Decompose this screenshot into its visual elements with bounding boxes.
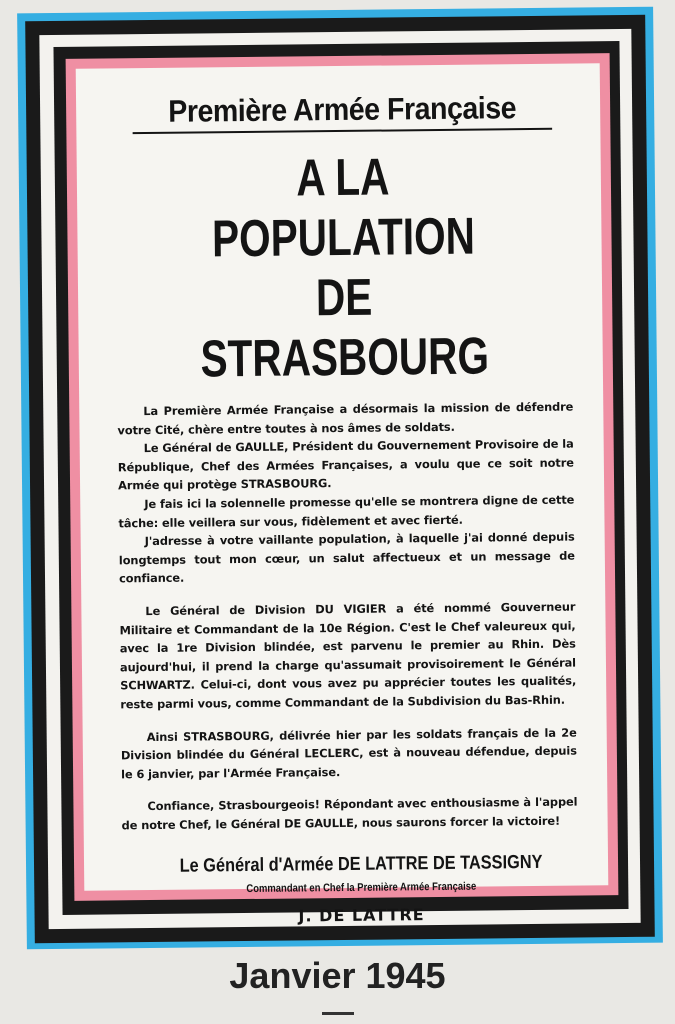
caption-date: Janvier 1945 (229, 955, 446, 996)
paragraph-3: Je fais ici la solennelle promesse qu'elle se montrera digne de cette tâche: elle veillera sur vous, fidèlement et avec fierté. (118, 492, 575, 530)
signature-short: J. DE LATTRE (298, 905, 425, 926)
headline-line-1: A LA POPULATION (211, 148, 476, 269)
paragraph-5: Le Général de Division DU VIGIER a été nommé Gouverneur Militaire et Commandant de la 10e Région. C'est le Chef valeureux qui, avec la 1re Division blindée, est parvenu le premier au Rhin. Dès aujourd'hui, il prend la charge qu'assumait provisoirement le Général SCHWARTZ. Celui-ci, dont vous avez pu apprécier toutes les qualités, reste parmi vous, comme Commandant de la Subdivision du Bas-Rhin. (119, 599, 577, 712)
poster (76, 63, 609, 926)
caption-dash (322, 1012, 354, 1015)
army-title: Première Armée Française (132, 90, 552, 134)
paragraph-1: La Première Armée Française a désormais la mission de défendre votre Cité, chère entre toutes à nos âmes de soldats. (117, 399, 574, 437)
signature-name: Le Général d'Armée DE LATTRE DE TASSIGNY (179, 852, 543, 878)
paragraph-7: Confiance, Strasbourgeois! Répondant avec enthousiasme à l'appel de notre Chef, le Général DE GAULLE, nous saurons forcer la victoire! (121, 794, 578, 833)
headline-line-2: DE STRASBOURG (200, 268, 490, 389)
headline (165, 146, 523, 390)
paragraph-4: J'adresse à votre vaillante population, à laquelle j'ai donné depuis longtemps tout mon cœur, un salut affectueux et un message de confiance. (118, 529, 575, 586)
signature-role: Commandant en Chef la Première Armée Française (246, 881, 477, 896)
paragraph-6: Ainsi STRASBOURG, délivrée hier par les soldats français de la 2e Division blindée du Général LECLERC, est à nouveau défendue, depuis le 6 janvier, par l'Armée Française. (120, 725, 577, 782)
paragraph-2: Le Général de GAULLE, Président du Gouvernement Provisoire de la République, Chef des Armées Françaises, a voulu que ce soit notre Armée qui protège STRASBOURG. (117, 436, 574, 493)
